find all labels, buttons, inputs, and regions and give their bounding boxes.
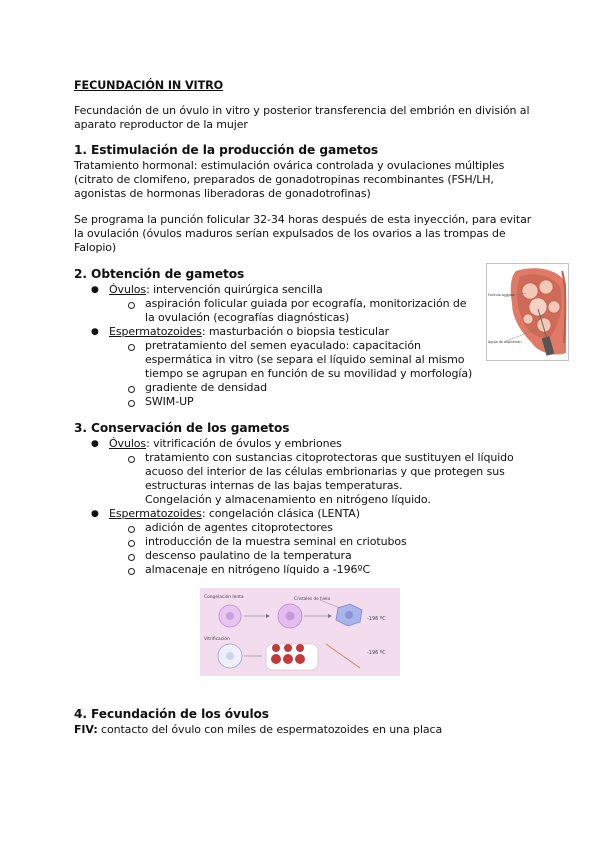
vitrification-label: Vitrificación	[204, 637, 230, 642]
s3-esp-sub-4: almacenaje en nitrógeno líquido a -196ºC	[145, 563, 371, 576]
s3-ov-sub-3: estructuras internas de las bajas temperaturas.	[145, 479, 403, 492]
s3-ovulos-item	[109, 437, 342, 451]
s2-esperm-label: Espermatozoides	[109, 325, 202, 338]
s2-esperm-item	[109, 325, 389, 339]
ovarian-aspiration-figure	[486, 263, 569, 361]
s3-esp-sub-2: introducción de la muestra seminal en criotubos	[145, 535, 407, 548]
s1-para2-line-1: Se programa la punción folicular 32-34 horas después de esta inyección, para evitar	[74, 213, 532, 226]
s3-esperm-text: : congelación clásica (LENTA)	[201, 507, 360, 520]
s2-ov-sub-1: aspiración folicular guiada por ecografía, monitorización de	[145, 297, 467, 310]
s2-esp-sub-2: espermática in vitro (se separa el líquido seminal al mismo	[145, 353, 465, 366]
s3-esperm-label: Espermatozoides	[109, 507, 202, 520]
section-2-heading: 2. Obtención de gametos	[74, 267, 245, 281]
s3-ov-sub-1: tratamiento con sustancias citoprotectoras que sustituyen el líquido	[145, 451, 514, 464]
circle-bullet-icon	[128, 456, 135, 463]
circle-bullet-icon	[128, 540, 135, 547]
bullet-icon: ●	[91, 509, 99, 519]
s2-ovulos-item	[109, 283, 323, 297]
bullet-icon: ●	[91, 285, 99, 295]
s1-line-2: (citrato de clomifeno, preparados de gonadotropinas recombinantes (FSH/LH,	[74, 173, 494, 186]
circle-bullet-icon	[128, 554, 135, 561]
circle-bullet-icon	[128, 568, 135, 575]
s3-esperm-item	[109, 507, 360, 521]
s1-line-3: agonistas de hormonas liberadoras de gonadotrofinas)	[74, 187, 371, 200]
circle-bullet-icon	[128, 526, 135, 533]
s4-fiv-line	[74, 723, 442, 737]
s2-esperm-text: : masturbación o biopsia testicular	[201, 325, 390, 338]
s3-ovulos-label: Óvulos	[109, 437, 147, 450]
intro-line-1: Fecundación de un óvulo in vitro y posterior transferencia del embrión en división al	[74, 104, 530, 117]
intro-line-2: aparato reproductor de la mujer	[74, 118, 248, 131]
bullet-icon: ●	[91, 439, 99, 449]
section-1-heading: 1. Estimulación de la producción de gametos	[74, 143, 379, 157]
temp-label-vitri: -196 ºC	[367, 650, 386, 656]
section-4-heading: 4. Fecundación de los óvulos	[74, 707, 269, 721]
s3-ov-sub-4: Congelación y almacenamiento en nitrógeno líquido.	[145, 493, 431, 506]
circle-bullet-icon	[128, 302, 135, 309]
ice-crystals-label: Cristales de hielo	[294, 596, 331, 601]
s2-esp-gradient: gradiente de densidad	[145, 381, 267, 394]
s2-ovulos-label: Óvulos	[109, 283, 147, 296]
circle-bullet-icon	[128, 386, 135, 393]
s2-esp-sub-3: tiempo se agrupan en función de su movilidad y morfología)	[145, 367, 473, 380]
needle-label: Aguja de aspiración	[488, 340, 522, 344]
follicle-label: Folículo ovárico	[488, 293, 515, 297]
s1-para2-line-2: la ovulación (óvulos maduros serían expulsados de los ovarios a las trompas de	[74, 227, 506, 240]
fiv-text: contacto del óvulo con miles de espermatozoides en una placa	[97, 723, 443, 736]
s1-para2-line-3: Falopio)	[74, 241, 117, 254]
s3-esp-sub-1: adición de agentes citoprotectores	[145, 521, 333, 534]
s2-ovulos-text: : intervención quirúrgica sencilla	[146, 283, 323, 296]
section-3-heading: 3. Conservación de los gametos	[74, 421, 290, 435]
fiv-label: FIV:	[74, 723, 98, 736]
s1-line-1: Tratamiento hormonal: estimulación ovárica controlada y ovulaciones múltiples	[74, 159, 505, 172]
temp-label-slow: -196 ºC	[367, 616, 386, 622]
freezing-methods-figure	[200, 588, 400, 676]
slow-freezing-label: Congelación lenta	[204, 595, 244, 600]
s3-ovulos-text: : vitrificación de óvulos y embriones	[146, 437, 342, 450]
circle-bullet-icon	[128, 400, 135, 407]
circle-bullet-icon	[128, 344, 135, 351]
s2-esp-swimup: SWIM-UP	[145, 395, 194, 408]
page-title: FECUNDACIÓN IN VITRO	[74, 79, 224, 92]
s3-ov-sub-2: acuoso del interior de las células embrionarias y que protegen sus	[145, 465, 505, 478]
bullet-icon: ●	[91, 327, 99, 337]
s2-ov-sub-2: la ovulación (ecografías diagnósticas)	[145, 311, 350, 324]
s3-esp-sub-3: descenso paulatino de la temperatura	[145, 549, 352, 562]
s2-esp-sub-1: pretratamiento del semen eyaculado: capacitación	[145, 339, 421, 352]
